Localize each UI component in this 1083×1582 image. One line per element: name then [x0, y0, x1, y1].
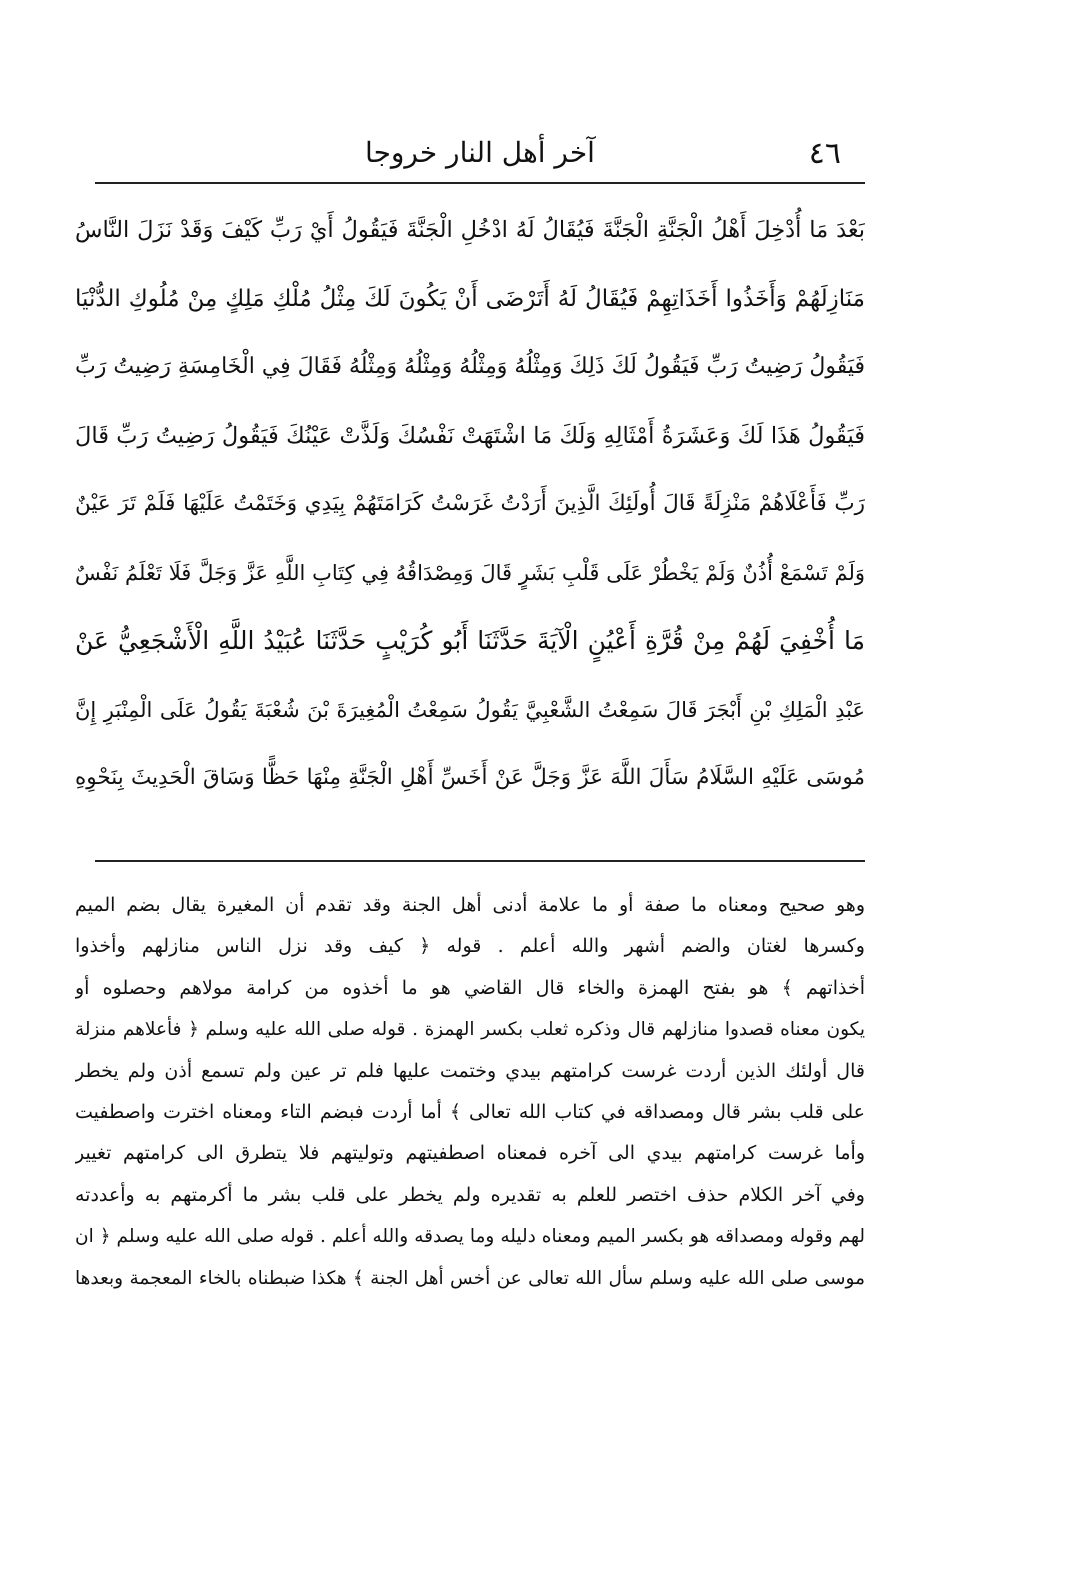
header-divider: [95, 182, 865, 184]
hadith-text: [75, 196, 865, 813]
text-line: فَيَقُولُ رَضِيتُ رَبِّ فَيَقُولُ لَكَ ذَلِكَ وَمِثْلُهُ وَمِثْلُهُ وَمِثْلُهُ وَمِثْلُهُ فَقَالَ فِي الْخَامِسَةِ رَضِيتُ رَبِّ: [75, 354, 865, 379]
page-number: ٤٦: [808, 136, 841, 171]
text-line: بَعْدَ مَا أُدْخِلَ أَهْلُ الْجَنَّةِ الْجَنَّةَ فَيُقَالُ لَهُ ادْخُلِ الْجَنَّةَ فَيَقُولُ أَيْ رَبِّ كَيْفَ وَقَدْ نَزَلَ النَّاسُ: [75, 217, 865, 243]
text-line: رَبِّ فَأَعْلَاهُمْ مَنْزِلَةً قَالَ أُولَئِكَ الَّذِينَ أَرَدْتُ غَرَسْتُ كَرَامَتَهُمْ بِيَدِي وَخَتَمْتُ عَلَيْهَا فَلَمْ تَرَ عَيْنٌ: [75, 491, 865, 516]
text-line: عَبْدِ الْمَلِكِ بْنِ أَبْجَرَ قَالَ سَمِعْتُ الشَّعْبِيَّ يَقُولُ سَمِعْتُ الْمُغِيرَةَ بْنَ شُعْبَةَ يَقُولُ عَلَى الْمِنْبَرِ إِنَّ: [75, 697, 865, 722]
commentary-line: أخذاتهم ﴾ هو بفتح الهمزة والخاء قال القاضي هو ما أخذوه من كرامة مولاهم وحصلوه أو: [75, 976, 865, 999]
text-line: فَيَقُولُ هَذَا لَكَ وَعَشَرَةُ أَمْثَالِهِ وَلَكَ مَا اشْتَهَتْ نَفْسُكَ وَلَذَّتْ عَيْنُكَ فَيَقُولُ رَضِيتُ رَبِّ قَالَ: [75, 422, 865, 449]
commentary-divider: [95, 860, 865, 862]
text-line: مَنَازِلَهُمْ وَأَخَذُوا أَخَذَاتِهِمْ فَيُقَالُ لَهُ أَتَرْضَى أَنْ يَكُونَ لَكَ مِثْلُ مُلْكِ مَلِكٍ مِنْ مُلُوكِ الدُّنْيَا: [75, 285, 865, 312]
commentary-line: قال أولئك الذين أردت غرست كرامتهم بيدي وختمت عليها فلم تر عين ولم تسمع أذن ولم يخطر: [75, 1059, 865, 1082]
commentary-line: يكون معناه قصدوا منازلهم قال وذكره ثعلب بكسر الهمزة . قوله صلى الله عليه وسلم ﴿ فأعلاهم منزلة: [75, 1019, 865, 1041]
commentary-line: لهم وقوله ومصداقه هو بكسر الميم ومعناه دليله وما يصدقه والله أعلم . قوله صلى الله عليه وسلم ﴿ ان: [75, 1226, 865, 1248]
page-header: [95, 126, 865, 182]
commentary-line: وهو صحيح ومعناه ما صفة أو ما علامة أدنى أهل الجنة وقد تقدم أن المغيرة يقال بضم الميم: [75, 894, 865, 916]
commentary-line: موسى صلى الله عليه وسلم سأل الله تعالى عن أخس أهل الجنة ﴾ هكذا ضبطناه بالخاء المعجمة وبعدها: [75, 1267, 865, 1289]
text-line: وَلَمْ تَسْمَعْ أُذُنٌ وَلَمْ يَخْطُرْ عَلَى قَلْبِ بَشَرٍ قَالَ وَمِصْدَاقُهُ فِي كِتَابِ اللَّهِ عَزَّ وَجَلَّ فَلَا تَعْلَمُ نَفْسٌ: [75, 560, 865, 585]
commentary-line: وأما غرست كرامتهم بيدي الى آخره فمعناه اصطفيتهم وتوليتهم فلا يتطرق الى كرامتهم تغيير: [75, 1142, 865, 1165]
commentary-line: وكسرها لغتان والضم أشهر والله أعلم . قوله ﴿ كيف وقد نزل الناس منازلهم وأخذوا: [75, 935, 865, 958]
text-line: مَا أُخْفِيَ لَهُمْ مِنْ قُرَّةِ أَعْيُنٍ الْآيَةَ حَدَّثَنَا أَبُو كُرَيْبٍ حَدَّثَنَا عُبَيْدُ اللَّهِ الْأَشْجَعِيُّ عَنْ: [75, 626, 865, 655]
running-title: آخر أهل النار خروجا: [365, 136, 595, 169]
commentary-line: على قلب بشر قال ومصداقه في كتاب الله تعالى ﴾ أما أردت فبضم التاء ومعناه اخترت واصطفيت: [75, 1100, 865, 1123]
commentary-line: وفي آخر الكلام حذف اختصر للعلم به تقديره ولم يخطر على قلب بشر ما أكرمتهم به وأعددته: [75, 1183, 865, 1206]
commentary-text: [75, 885, 865, 1299]
text-line: مُوسَى عَلَيْهِ السَّلَامُ سَأَلَ اللَّهَ عَزَّ وَجَلَّ عَنْ أَخَسِّ أَهْلِ الْجَنَّةِ مِنْهَا حَظًّا وَسَاقَ الْحَدِيثَ بِنَحْوِهِ: [75, 765, 865, 790]
